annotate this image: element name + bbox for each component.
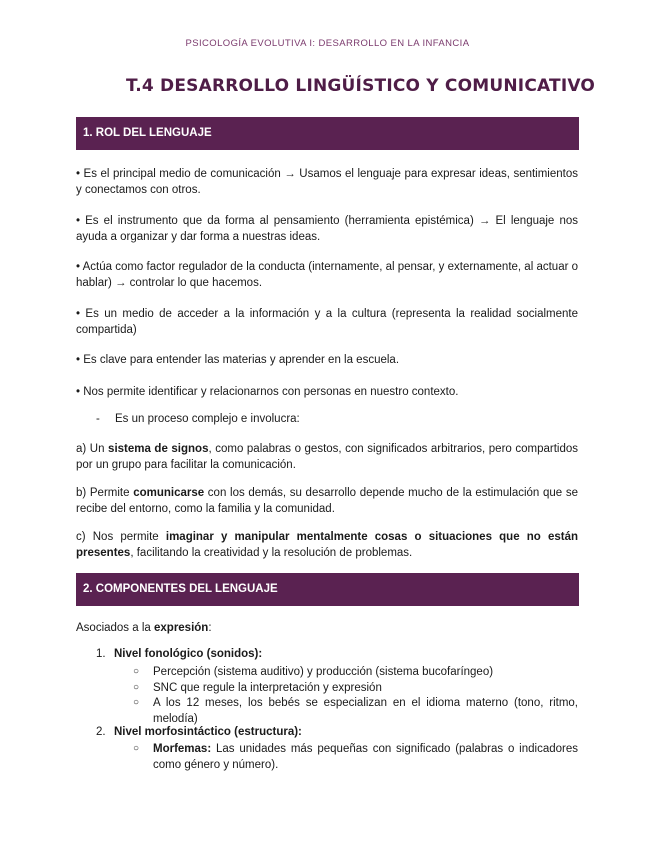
- sub-list-item: [133, 741, 578, 773]
- item-number: 2.: [96, 726, 106, 738]
- circle-bullet-icon: ○: [133, 682, 140, 693]
- bold-term: Morfemas:: [153, 743, 212, 755]
- sub-item-text: [153, 741, 578, 773]
- paragraph-b: [76, 485, 578, 517]
- bullet-paragraph: • Es el principal medio de comunicación → Usamos el lenguaje para expresar ideas, sentimientos y conectamos con otros.: [76, 168, 578, 196]
- sub-list-item: [133, 680, 578, 696]
- sub-item-text: A los 12 meses, los bebés se especializan en el idioma materno (tono, ritmo, melodía): [153, 697, 578, 725]
- circle-bullet-icon: ○: [133, 743, 140, 754]
- bullet-paragraph: • Es clave para entender las materias y aprender en la escuela.: [76, 354, 400, 366]
- text-run: b) Permite: [76, 487, 134, 499]
- intro-paragraph: [76, 620, 578, 636]
- sub-list-item: [133, 695, 578, 727]
- circle-bullet-icon: ○: [133, 666, 140, 677]
- item-number: 1.: [96, 648, 106, 660]
- numbered-item-fonologico: [96, 648, 262, 660]
- bullet-paragraph: • Actúa como factor regulador de la conducta (internamente, al pensar, y externamente, al actuar o hablar) → controlar lo que hacemos.: [76, 261, 579, 289]
- bold-term: expresión: [154, 622, 209, 634]
- bold-term: imaginar y manipular mentalmente cosas o situaciones que no están presentes: [76, 531, 578, 559]
- section-heading-componentes: [76, 573, 579, 606]
- sub-item-text: Percepción (sistema auditivo) y producción (sistema bucofaríngeo): [153, 666, 494, 678]
- bullet-paragraph: • Nos permite identificar y relacionarnos con personas en nuestro contexto.: [76, 386, 459, 398]
- text-run: c) Nos permite: [76, 531, 166, 543]
- text-run: Asociados a la: [76, 622, 154, 634]
- item-label: Nivel fonológico (sonidos):: [114, 648, 263, 660]
- bold-term: comunicarse: [133, 487, 205, 499]
- text-run: Las unidades más pequeñas con significado (palabras o indicadores como género y número).: [153, 743, 578, 771]
- sub-list-item: [133, 664, 578, 680]
- bullet-paragraph: • Es un medio de acceder a la información y a la cultura (representa la realidad socialmente compartida): [76, 308, 578, 336]
- dash-list-item: [96, 413, 300, 425]
- sub-item-text: SNC que regule la interpretación y expresión: [153, 682, 382, 694]
- section-heading-text: 1. ROL DEL LENGUAJE: [83, 127, 212, 139]
- item-label: Nivel morfosintáctico (estructura):: [114, 726, 302, 738]
- text-run: a) Un: [76, 443, 109, 455]
- numbered-item-morfosintactico: [96, 726, 302, 738]
- bullet-paragraph: • Es el instrumento que da forma al pensamiento (herramienta epistémica) → El lenguaje nos ayuda a organizar y dar forma a nuestras ideas.: [76, 215, 578, 243]
- paragraph-c: [76, 529, 578, 561]
- text-run: con los demás, su desarrollo depende mucho de la estimulación que se recibe del entorno, como la familia y la comunidad.: [76, 487, 578, 515]
- dash-marker: -: [96, 413, 100, 425]
- section-heading-text: 2. COMPONENTES DEL LENGUAJE: [83, 583, 278, 595]
- document-title: T.4 DESARROLLO LINGÜÍSTICO Y COMUNICATIVO: [126, 76, 596, 96]
- text-run: , facilitando la creatividad y la resolución de problemas.: [130, 547, 413, 559]
- dash-item-text: Es un proceso complejo e involucra:: [115, 413, 300, 425]
- running-header: PSICOLOGÍA EVOLUTIVA I: DESARROLLO EN LA INFANCIA: [185, 38, 470, 49]
- paragraph-a: [76, 441, 578, 473]
- section-heading-rol-del-lenguaje: [76, 117, 579, 150]
- bold-term: sistema de signos: [108, 443, 209, 455]
- text-run: , como palabras o gestos, con significados arbitrarios, pero compartidos por un grupo para facilitar la comunicación.: [76, 443, 578, 471]
- circle-bullet-icon: ○: [133, 697, 140, 708]
- text-run: :: [208, 622, 212, 634]
